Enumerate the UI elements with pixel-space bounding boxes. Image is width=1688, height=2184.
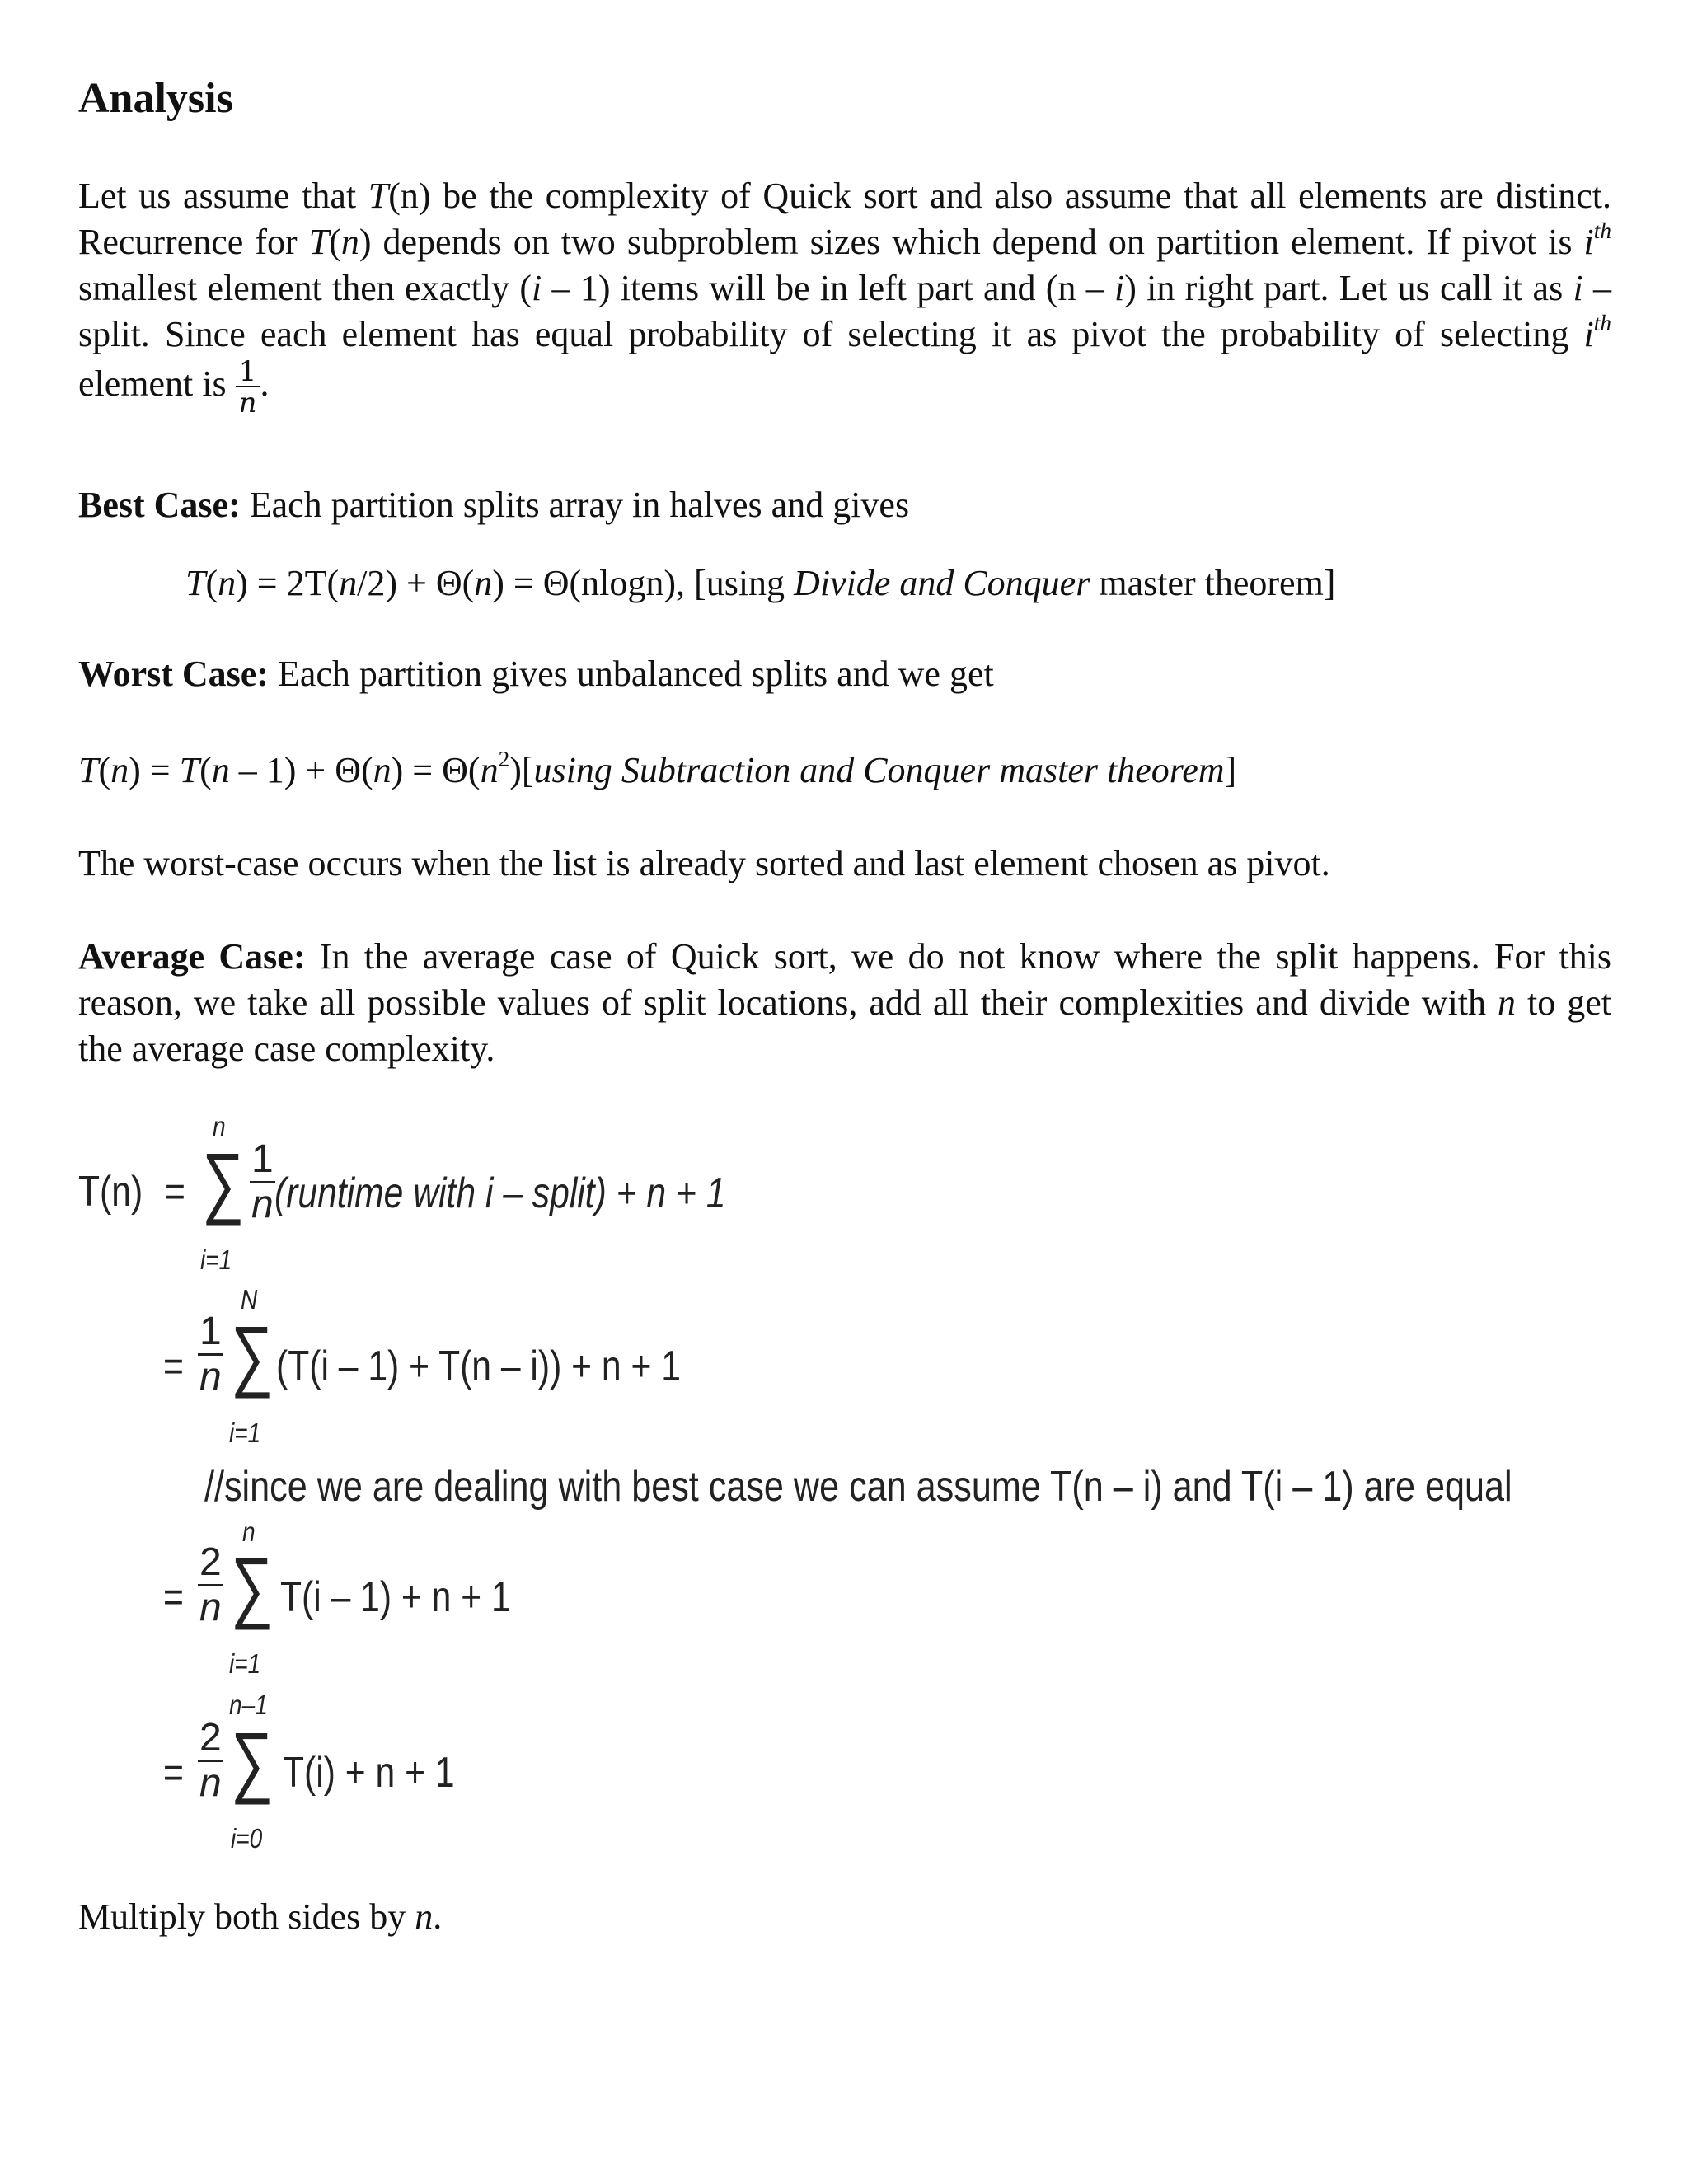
math-text: – 1) + Θ(: [229, 750, 373, 790]
worst-case-label: Worst Case:: [78, 654, 269, 694]
superscript: 2: [498, 746, 510, 771]
math-text: (: [199, 750, 212, 790]
math-var: n: [1498, 982, 1517, 1023]
intro-text: – 1) items will be in left part and (n –: [542, 268, 1114, 308]
math-text: ) = Θ(nlogn), [using: [492, 563, 795, 603]
math-var: T: [185, 563, 206, 603]
equals-sign: =: [163, 1749, 184, 1797]
average-case-label: Average Case:: [78, 936, 306, 977]
math-var: n: [474, 563, 493, 603]
intro-text: Let us assume that: [78, 176, 368, 216]
worst-case-line: [78, 651, 994, 697]
derivation-comment: //since we are dealing with best case we can assume T(n – i) and T(i – 1) are equal: [204, 1463, 1512, 1511]
sum-lower-limit: i=0: [231, 1823, 263, 1854]
intro-text: .: [260, 363, 270, 405]
math-var: n: [211, 750, 230, 790]
fraction-numerator: 2: [198, 1718, 223, 1762]
math-var: i: [1573, 268, 1583, 308]
math-var: i: [532, 268, 542, 308]
math-var: T: [78, 750, 99, 790]
math-text: /2) + Θ(: [357, 563, 475, 603]
math-var: n: [110, 750, 129, 790]
fraction-denominator: n: [199, 1355, 222, 1399]
sum-upper-limit: n: [242, 1516, 256, 1547]
sigma-symbol: ∑: [231, 1308, 274, 1400]
fraction-denominator: n: [238, 387, 257, 419]
fraction-numerator: 1: [236, 358, 260, 387]
average-case-text: In the average case of Quick sort, we do not know where the split happens. For this reason, we take all possible values of split locations, add all their complexities and divide with: [78, 936, 1611, 1023]
fraction: [198, 1540, 223, 1629]
math-text: )[: [509, 750, 534, 790]
math-var: n: [415, 1896, 434, 1937]
math-var: n: [339, 563, 358, 603]
math-var: i: [1114, 268, 1125, 308]
math-var: n: [480, 750, 499, 790]
fraction: [198, 1312, 223, 1397]
sigma-symbol: ∑: [202, 1135, 245, 1227]
math-var: T: [179, 750, 200, 790]
math-var: i: [1583, 314, 1594, 354]
intro-text: (n) be the complexity of Quick sort and also assume that all elements are distinct. Recurrence for: [78, 176, 1611, 262]
sum-upper-limit: n: [213, 1111, 226, 1141]
intro-paragraph: [78, 173, 1611, 417]
equals-sign: =: [163, 1343, 184, 1390]
closing-line: [78, 1894, 442, 1940]
math-var: n: [373, 750, 392, 790]
fraction-numerator: 2: [198, 1543, 223, 1586]
closing-text: .: [433, 1896, 443, 1937]
math-text: ) = Θ(: [391, 750, 481, 790]
math-text: (: [98, 750, 111, 790]
equals-sign: =: [163, 1573, 184, 1621]
sum-lower-limit: i=1: [200, 1244, 232, 1275]
math-var: i: [1583, 222, 1594, 262]
derivation-term: (T(i – 1) + T(n – i)) + n + 1: [276, 1343, 681, 1390]
fraction-denominator: n: [199, 1586, 222, 1629]
math-italic-text: using Subtraction and Conquer master theorem: [533, 750, 1225, 790]
worst-case-text: Each partition gives unbalanced splits and we get: [268, 654, 994, 694]
fraction: [250, 1137, 275, 1226]
best-case-label: Best Case:: [78, 485, 241, 525]
average-case-paragraph: [78, 934, 1611, 1072]
worst-case-note: The worst-case occurs when the list is already sorted and last element chosen as pivot.: [78, 843, 1330, 883]
math-text: ]: [1224, 750, 1237, 790]
intro-text: element is: [78, 363, 236, 405]
fraction: [198, 1718, 223, 1803]
closing-text: Multiply both sides by: [78, 1896, 415, 1937]
sum-upper-limit: n–1: [229, 1690, 268, 1720]
intro-text: ) in right part. Let us call it as: [1124, 268, 1573, 308]
intro-text: ) depends on two subproblem sizes which depend on partition element. If pivot is: [359, 222, 1584, 262]
intro-text: smallest element then exactly (: [78, 268, 532, 308]
intro-text: –split. Since each element has equal probability of selecting it as pivot the probability of selecting: [78, 268, 1611, 354]
section-heading: Analysis: [78, 75, 233, 122]
math-italic-text: Divide and Conquer: [794, 563, 1090, 603]
math-text: master theorem]: [1090, 563, 1336, 603]
best-case-equation: [185, 560, 1335, 607]
math-var: n: [340, 222, 359, 262]
sigma-symbol: ∑: [231, 1540, 274, 1632]
math-var: n: [218, 563, 237, 603]
average-case-text: to get the average case complexity.: [78, 982, 1611, 1069]
fraction-denominator: n: [251, 1183, 274, 1226]
sigma-symbol: ∑: [231, 1714, 274, 1807]
superscript: th: [1593, 310, 1611, 335]
equals-sign: =: [165, 1168, 185, 1216]
derivation-lhs: T(n): [78, 1168, 143, 1216]
intro-text: (: [329, 222, 341, 262]
fraction-numerator: 1: [250, 1140, 275, 1183]
superscript: th: [1593, 218, 1611, 243]
math-text: ) =: [129, 750, 180, 790]
sum-upper-limit: N: [241, 1284, 258, 1315]
best-case-text: Each partition splits array in halves and gives: [240, 485, 910, 525]
best-case-line: [78, 482, 909, 528]
derivation-term: T(i) + n + 1: [283, 1749, 455, 1797]
fraction: [236, 355, 260, 419]
math-text: (: [205, 563, 218, 603]
sum-lower-limit: i=1: [229, 1648, 261, 1679]
derivation-term: T(i – 1) + n + 1: [280, 1573, 511, 1621]
math-text: ) = 2T(: [236, 563, 340, 603]
fraction-denominator: n: [199, 1761, 222, 1805]
fraction-numerator: 1: [198, 1312, 223, 1356]
worst-case-equation: [78, 748, 1236, 794]
math-var: T: [368, 176, 389, 216]
sum-lower-limit: i=1: [229, 1418, 261, 1448]
math-var: T: [308, 222, 330, 262]
derivation-term: (runtime with i – split) + n + 1: [274, 1169, 726, 1217]
